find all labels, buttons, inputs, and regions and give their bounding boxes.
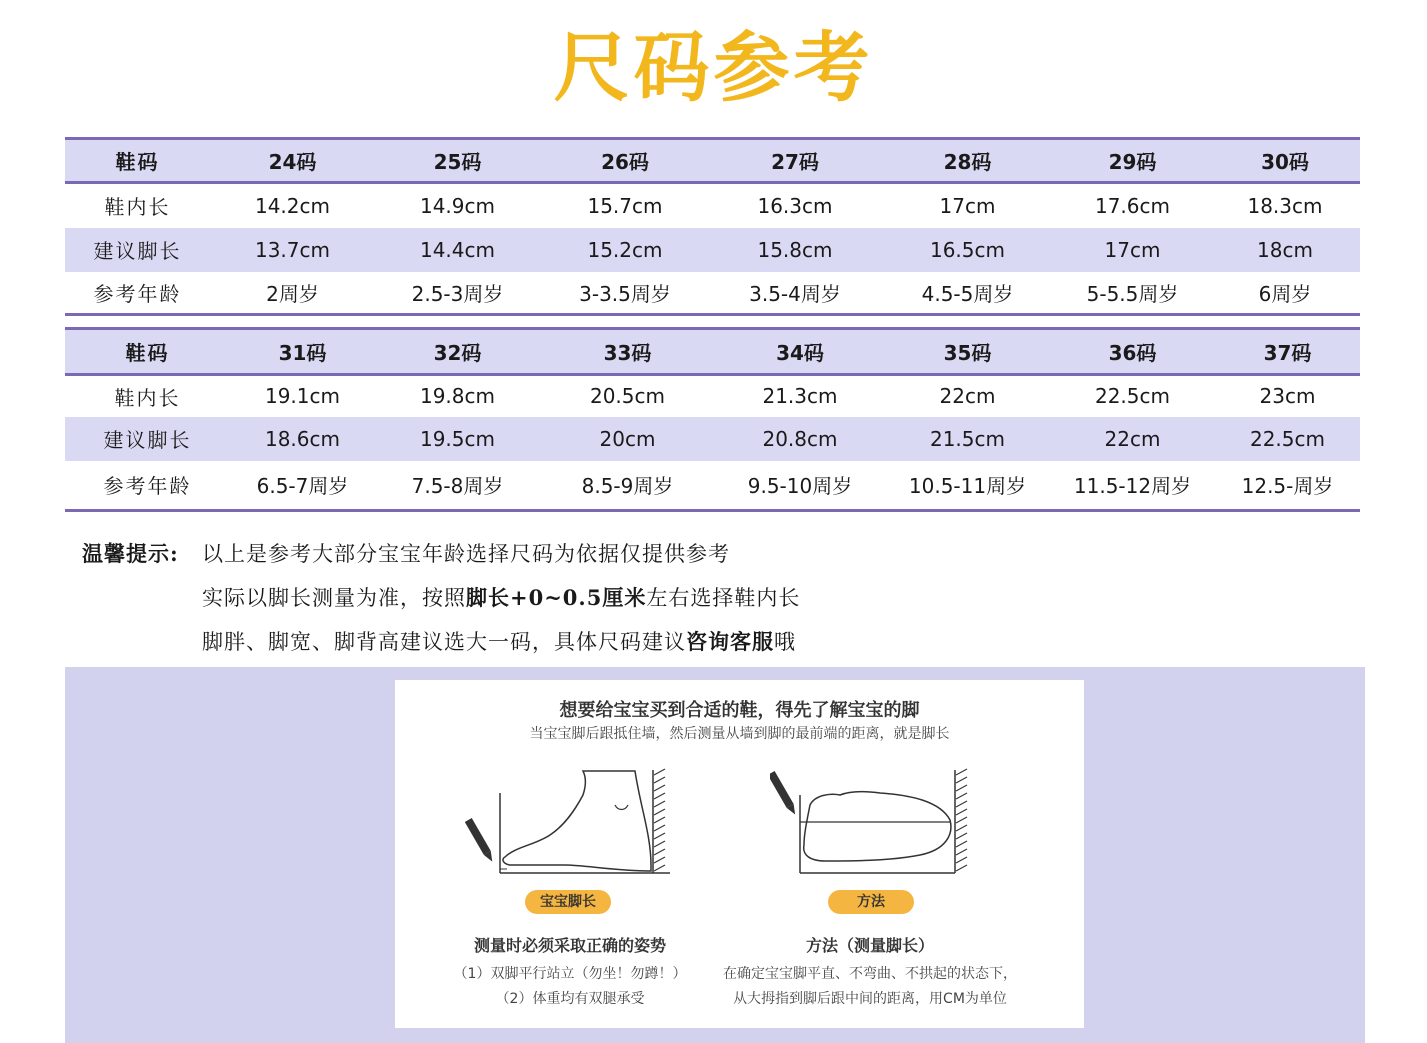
page-title: 尺码参考 bbox=[553, 23, 874, 112]
row-label: 参考年龄 bbox=[103, 474, 192, 499]
table-row bbox=[65, 183, 1360, 228]
header-cell: 鞋码 bbox=[65, 139, 210, 183]
tips-block bbox=[82, 532, 800, 664]
right-column-title: 方法（测量脚长） bbox=[805, 936, 934, 955]
right-column-line-1: 在确定宝宝脚平直、不弯曲、不拱起的状态下， bbox=[723, 966, 1017, 982]
header-cell: 26码 bbox=[540, 139, 710, 183]
table-cell: 2周岁 bbox=[266, 281, 319, 306]
header-cell: 25码 bbox=[375, 139, 540, 183]
table-cell: 15.2cm bbox=[540, 228, 710, 272]
tip-line-3 bbox=[82, 620, 800, 664]
table-cell: 12.5-周岁 bbox=[1241, 474, 1334, 499]
table-cell: 22.5cm bbox=[1094, 384, 1170, 409]
table-cell: 22.5cm bbox=[1215, 417, 1360, 461]
table-cell: 11.5-12周岁 bbox=[1073, 474, 1192, 499]
right-pill-badge: 方法 bbox=[828, 890, 914, 914]
header-cell: 32码 bbox=[375, 329, 540, 375]
table-cell: 14.2cm bbox=[254, 193, 330, 218]
table-cell: 6.5-7周岁 bbox=[256, 474, 349, 499]
header-cell: 鞋码 bbox=[65, 329, 230, 375]
right-column-line-2: 从大拇指到脚后跟中间的距离，用CM为单位 bbox=[733, 991, 1007, 1007]
table-cell: 19.1cm bbox=[264, 384, 340, 409]
table-row bbox=[65, 272, 1360, 315]
table-cell: 19.5cm bbox=[375, 417, 540, 461]
tip-emphasis: 脚长+0~0.5厘米 bbox=[466, 585, 647, 610]
header-cell: 30码 bbox=[1210, 139, 1360, 183]
tip-text: 左右选择鞋内长 bbox=[646, 586, 801, 610]
table-row bbox=[65, 461, 1360, 511]
table-cell: 8.5-9周岁 bbox=[581, 474, 674, 499]
guide-heading: 想要给宝宝买到合适的鞋，得先了解宝宝的脚 bbox=[559, 700, 920, 721]
table-1-header-row bbox=[65, 139, 1360, 183]
tip-text: 实际以脚长测量为准，按照 bbox=[202, 586, 466, 610]
guide-panel bbox=[65, 667, 1365, 1043]
table-cell: 18.3cm bbox=[1247, 193, 1323, 218]
table-cell: 5-5.5周岁 bbox=[1086, 281, 1179, 306]
foot-top-illustration bbox=[770, 765, 980, 880]
tip-text: 脚胖、脚宽、脚背高建议选大一码，具体尺码建议 bbox=[202, 630, 686, 654]
table-row bbox=[65, 375, 1360, 417]
table-cell: 3-3.5周岁 bbox=[579, 281, 671, 306]
header-cell: 33码 bbox=[540, 329, 715, 375]
header-cell: 35码 bbox=[885, 329, 1050, 375]
table-cell: 16.3cm bbox=[757, 193, 833, 218]
row-label: 参考年龄 bbox=[93, 281, 182, 306]
table-cell: 20.5cm bbox=[589, 384, 665, 409]
table-cell: 22cm bbox=[939, 384, 996, 409]
row-label: 建议脚长 bbox=[65, 228, 210, 272]
header-cell: 36码 bbox=[1050, 329, 1215, 375]
header-cell: 24码 bbox=[210, 139, 375, 183]
table-cell: 15.7cm bbox=[587, 193, 663, 218]
tip-line-2 bbox=[82, 576, 800, 620]
header-cell: 31码 bbox=[230, 329, 375, 375]
left-column-line-1: （1）双脚平行站立（勿坐！勿蹲！） bbox=[453, 966, 687, 982]
table-cell: 20cm bbox=[540, 417, 715, 461]
tip-emphasis: 咨询客服 bbox=[686, 629, 774, 654]
table-cell: 6周岁 bbox=[1258, 281, 1312, 306]
table-cell: 17cm bbox=[1055, 228, 1210, 272]
header-cell: 27码 bbox=[710, 139, 880, 183]
header-cell: 37码 bbox=[1215, 329, 1360, 375]
table-cell: 18cm bbox=[1210, 228, 1360, 272]
tip-text: 以上是参考大部分宝宝年龄选择尺码为依据仅提供参考 bbox=[202, 542, 730, 566]
left-column-line-2: （2）体重均有双腿承受 bbox=[495, 991, 645, 1007]
header-cell: 28码 bbox=[880, 139, 1055, 183]
tip-text: 哦 bbox=[774, 630, 796, 654]
table-cell: 2.5-3周岁 bbox=[411, 281, 504, 306]
table-cell: 13.7cm bbox=[210, 228, 375, 272]
left-pill-badge: 宝宝脚长 bbox=[525, 890, 611, 914]
row-label: 建议脚长 bbox=[65, 417, 230, 461]
table-cell: 14.4cm bbox=[375, 228, 540, 272]
table-cell: 22cm bbox=[1050, 417, 1215, 461]
header-cell: 34码 bbox=[715, 329, 885, 375]
table-cell: 4.5-5周岁 bbox=[921, 281, 1014, 306]
table-cell: 20.8cm bbox=[715, 417, 885, 461]
table-cell: 7.5-8周岁 bbox=[411, 474, 504, 499]
row-label: 鞋内长 bbox=[114, 385, 181, 410]
table-2-header-row bbox=[65, 329, 1360, 375]
row-label: 鞋内长 bbox=[104, 195, 171, 220]
tip-label: 温馨提示: bbox=[82, 541, 179, 566]
table-row bbox=[65, 417, 1360, 461]
table-cell: 3.5-4周岁 bbox=[749, 281, 841, 306]
table-cell: 17cm bbox=[939, 193, 996, 218]
guide-subheading: 当宝宝脚后跟抵住墙，然后测量从墙到脚的最前端的距离，就是脚长 bbox=[529, 726, 950, 742]
table-cell: 19.8cm bbox=[419, 384, 495, 409]
table-cell: 15.8cm bbox=[710, 228, 880, 272]
table-row bbox=[65, 228, 1360, 272]
size-table-1 bbox=[65, 137, 1360, 316]
table-cell: 23cm bbox=[1259, 384, 1316, 409]
table-cell: 10.5-11周岁 bbox=[908, 474, 1027, 499]
table-cell: 16.5cm bbox=[880, 228, 1055, 272]
foot-side-illustration bbox=[465, 765, 675, 880]
table-cell: 21.3cm bbox=[762, 384, 838, 409]
guide-card bbox=[395, 680, 1084, 1028]
left-column-title: 测量时必须采取正确的姿势 bbox=[473, 936, 666, 955]
table-cell: 9.5-10周岁 bbox=[747, 474, 853, 499]
table-cell: 17.6cm bbox=[1094, 193, 1170, 218]
table-cell: 21.5cm bbox=[885, 417, 1050, 461]
table-cell: 14.9cm bbox=[419, 193, 495, 218]
size-table-2 bbox=[65, 327, 1360, 512]
tip-line-1 bbox=[82, 532, 800, 576]
header-cell: 29码 bbox=[1055, 139, 1210, 183]
table-cell: 18.6cm bbox=[230, 417, 375, 461]
